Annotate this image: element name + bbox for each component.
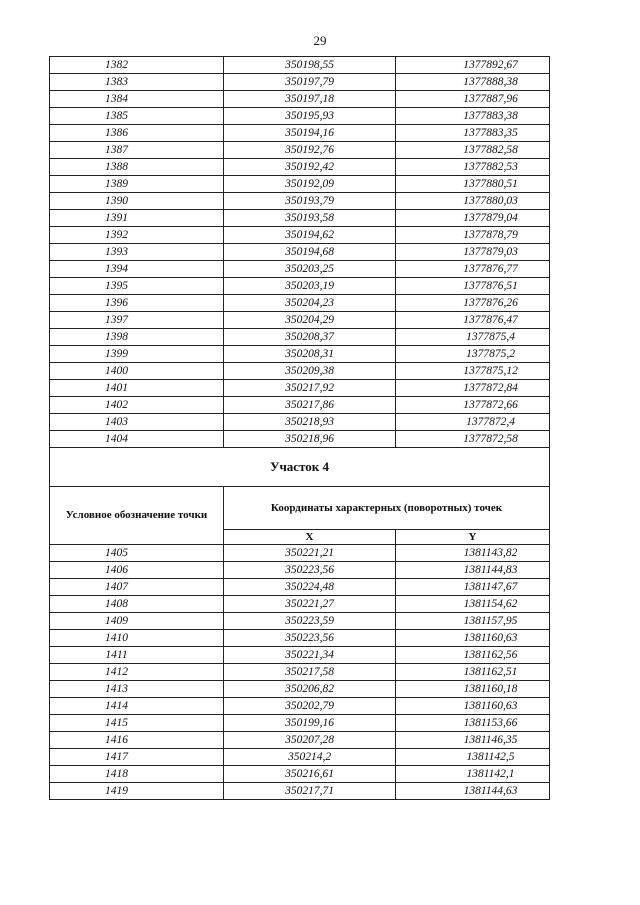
x-coordinate-cell: 350223,59: [224, 613, 396, 630]
y-coordinate-cell: 1377872,4: [396, 414, 550, 431]
section-title-row: [50, 448, 550, 487]
table-row: [50, 210, 550, 227]
x-coordinate-cell: 350217,92: [224, 380, 396, 397]
y-coordinate-cell: 1381144,63: [396, 783, 550, 800]
y-coordinate-cell: 1377876,51: [396, 278, 550, 295]
table-row: [50, 176, 550, 193]
table-row: [50, 108, 550, 125]
x-coordinate-cell: 350193,58: [224, 210, 396, 227]
x-coordinate-cell: 350194,68: [224, 244, 396, 261]
point-number-cell: 1415: [50, 715, 224, 732]
x-coordinate-cell: 350216,61: [224, 766, 396, 783]
point-number-cell: 1416: [50, 732, 224, 749]
y-coordinate-cell: 1377879,03: [396, 244, 550, 261]
point-number-cell: 1385: [50, 108, 224, 125]
y-coordinate-cell: 1381142,1: [396, 766, 550, 783]
header-x: X: [224, 530, 396, 545]
y-coordinate-cell: 1381160,18: [396, 681, 550, 698]
y-coordinate-cell: 1377872,84: [396, 380, 550, 397]
y-coordinate-cell: 1377876,77: [396, 261, 550, 278]
x-coordinate-cell: 350224,48: [224, 579, 396, 596]
point-number-cell: 1390: [50, 193, 224, 210]
x-coordinate-cell: 350199,16: [224, 715, 396, 732]
y-coordinate-cell: 1377872,66: [396, 397, 550, 414]
table-row: [50, 613, 550, 630]
table-row: [50, 681, 550, 698]
x-coordinate-cell: 350207,28: [224, 732, 396, 749]
table-row: [50, 244, 550, 261]
x-coordinate-cell: 350214,2: [224, 749, 396, 766]
table-row: [50, 647, 550, 664]
table-row: [50, 329, 550, 346]
point-number-cell: 1409: [50, 613, 224, 630]
x-coordinate-cell: 350204,23: [224, 295, 396, 312]
x-coordinate-cell: 350218,96: [224, 431, 396, 448]
table-row: [50, 159, 550, 176]
point-number-cell: 1408: [50, 596, 224, 613]
y-coordinate-cell: 1377882,53: [396, 159, 550, 176]
table-row: [50, 278, 550, 295]
x-coordinate-cell: 350204,29: [224, 312, 396, 329]
table-row: [50, 732, 550, 749]
point-number-cell: 1394: [50, 261, 224, 278]
y-coordinate-cell: 1381146,35: [396, 732, 550, 749]
point-number-cell: 1407: [50, 579, 224, 596]
table-row: [50, 363, 550, 380]
x-coordinate-cell: 350221,21: [224, 545, 396, 562]
table-row: [50, 397, 550, 414]
y-coordinate-cell: 1377880,51: [396, 176, 550, 193]
table-body-top: [50, 57, 550, 448]
table-row: [50, 562, 550, 579]
point-number-cell: 1396: [50, 295, 224, 312]
y-coordinate-cell: 1381157,95: [396, 613, 550, 630]
table-row: [50, 295, 550, 312]
point-number-cell: 1387: [50, 142, 224, 159]
x-coordinate-cell: 350198,55: [224, 57, 396, 74]
table-row: [50, 125, 550, 142]
table-row: [50, 715, 550, 732]
point-number-cell: 1411: [50, 647, 224, 664]
y-coordinate-cell: 1381142,5: [396, 749, 550, 766]
table-body-bottom: [50, 545, 550, 800]
x-coordinate-cell: 350202,79: [224, 698, 396, 715]
y-coordinate-cell: 1377872,58: [396, 431, 550, 448]
header-row-main: [50, 487, 550, 530]
point-number-cell: 1389: [50, 176, 224, 193]
y-coordinate-cell: 1381162,56: [396, 647, 550, 664]
coordinates-table: [49, 56, 550, 800]
y-coordinate-cell: 1381154,62: [396, 596, 550, 613]
point-number-cell: 1392: [50, 227, 224, 244]
table-row: [50, 193, 550, 210]
point-number-cell: 1400: [50, 363, 224, 380]
header-y: Y: [396, 530, 550, 545]
table-row: [50, 261, 550, 278]
point-number-cell: 1397: [50, 312, 224, 329]
x-coordinate-cell: 350203,19: [224, 278, 396, 295]
section-title: Участок 4: [50, 448, 550, 487]
x-coordinate-cell: 350197,18: [224, 91, 396, 108]
table-row: [50, 312, 550, 329]
x-coordinate-cell: 350197,79: [224, 74, 396, 91]
y-coordinate-cell: 1377875,4: [396, 329, 550, 346]
table-row: [50, 346, 550, 363]
point-number-cell: 1412: [50, 664, 224, 681]
x-coordinate-cell: 350217,86: [224, 397, 396, 414]
table-row: [50, 630, 550, 647]
x-coordinate-cell: 350217,71: [224, 783, 396, 800]
point-number-cell: 1382: [50, 57, 224, 74]
x-coordinate-cell: 350194,16: [224, 125, 396, 142]
table-row: [50, 596, 550, 613]
y-coordinate-cell: 1377875,2: [396, 346, 550, 363]
table-row: [50, 57, 550, 74]
y-coordinate-cell: 1381160,63: [396, 698, 550, 715]
table-row: [50, 414, 550, 431]
y-coordinate-cell: 1377882,58: [396, 142, 550, 159]
x-coordinate-cell: 350208,31: [224, 346, 396, 363]
header-coordinates: Координаты характерных (поворотных) точек: [224, 487, 550, 530]
point-number-cell: 1404: [50, 431, 224, 448]
point-number-cell: 1388: [50, 159, 224, 176]
y-coordinate-cell: 1381160,63: [396, 630, 550, 647]
y-coordinate-cell: 1377887,96: [396, 91, 550, 108]
x-coordinate-cell: 350218,93: [224, 414, 396, 431]
table-row: [50, 766, 550, 783]
x-coordinate-cell: 350221,27: [224, 596, 396, 613]
y-coordinate-cell: 1377880,03: [396, 193, 550, 210]
x-coordinate-cell: 350223,56: [224, 630, 396, 647]
x-coordinate-cell: 350194,62: [224, 227, 396, 244]
point-number-cell: 1417: [50, 749, 224, 766]
table-row: [50, 664, 550, 681]
table-row: [50, 431, 550, 448]
y-coordinate-cell: 1381144,83: [396, 562, 550, 579]
point-number-cell: 1414: [50, 698, 224, 715]
page-number: 29: [313, 33, 327, 48]
x-coordinate-cell: 350192,76: [224, 142, 396, 159]
point-number-cell: 1383: [50, 74, 224, 91]
x-coordinate-cell: 350217,58: [224, 664, 396, 681]
table-row: [50, 74, 550, 91]
y-coordinate-cell: 1377892,67: [396, 57, 550, 74]
table-row: [50, 749, 550, 766]
y-coordinate-cell: 1381143,82: [396, 545, 550, 562]
table-row: [50, 579, 550, 596]
y-coordinate-cell: 1381147,67: [396, 579, 550, 596]
y-coordinate-cell: 1377876,47: [396, 312, 550, 329]
x-coordinate-cell: 350208,37: [224, 329, 396, 346]
section-header: [50, 448, 550, 545]
y-coordinate-cell: 1377879,04: [396, 210, 550, 227]
point-number-cell: 1395: [50, 278, 224, 295]
x-coordinate-cell: 350192,09: [224, 176, 396, 193]
y-coordinate-cell: 1377883,38: [396, 108, 550, 125]
point-number-cell: 1419: [50, 783, 224, 800]
x-coordinate-cell: 350192,42: [224, 159, 396, 176]
point-number-cell: 1403: [50, 414, 224, 431]
point-number-cell: 1410: [50, 630, 224, 647]
table-row: [50, 91, 550, 108]
x-coordinate-cell: 350223,56: [224, 562, 396, 579]
table-row: [50, 698, 550, 715]
y-coordinate-cell: 1377875,12: [396, 363, 550, 380]
y-coordinate-cell: 1381153,66: [396, 715, 550, 732]
point-number-cell: 1406: [50, 562, 224, 579]
y-coordinate-cell: 1377883,35: [396, 125, 550, 142]
y-coordinate-cell: 1381162,51: [396, 664, 550, 681]
point-number-cell: 1384: [50, 91, 224, 108]
point-number-cell: 1401: [50, 380, 224, 397]
point-number-cell: 1386: [50, 125, 224, 142]
table-row: [50, 783, 550, 800]
x-coordinate-cell: 350193,79: [224, 193, 396, 210]
point-number-cell: 1418: [50, 766, 224, 783]
x-coordinate-cell: 350195,93: [224, 108, 396, 125]
point-number-cell: 1413: [50, 681, 224, 698]
x-coordinate-cell: 350209,38: [224, 363, 396, 380]
header-point-label: Условное обозначение точки: [50, 487, 224, 545]
table-row: [50, 142, 550, 159]
x-coordinate-cell: 350221,34: [224, 647, 396, 664]
point-number-cell: 1391: [50, 210, 224, 227]
table-row: [50, 227, 550, 244]
point-number-cell: 1399: [50, 346, 224, 363]
y-coordinate-cell: 1377878,79: [396, 227, 550, 244]
table-row: [50, 545, 550, 562]
y-coordinate-cell: 1377876,26: [396, 295, 550, 312]
x-coordinate-cell: 350206,82: [224, 681, 396, 698]
point-number-cell: 1393: [50, 244, 224, 261]
y-coordinate-cell: 1377888,38: [396, 74, 550, 91]
table-row: [50, 380, 550, 397]
point-number-cell: 1405: [50, 545, 224, 562]
x-coordinate-cell: 350203,25: [224, 261, 396, 278]
point-number-cell: 1402: [50, 397, 224, 414]
point-number-cell: 1398: [50, 329, 224, 346]
